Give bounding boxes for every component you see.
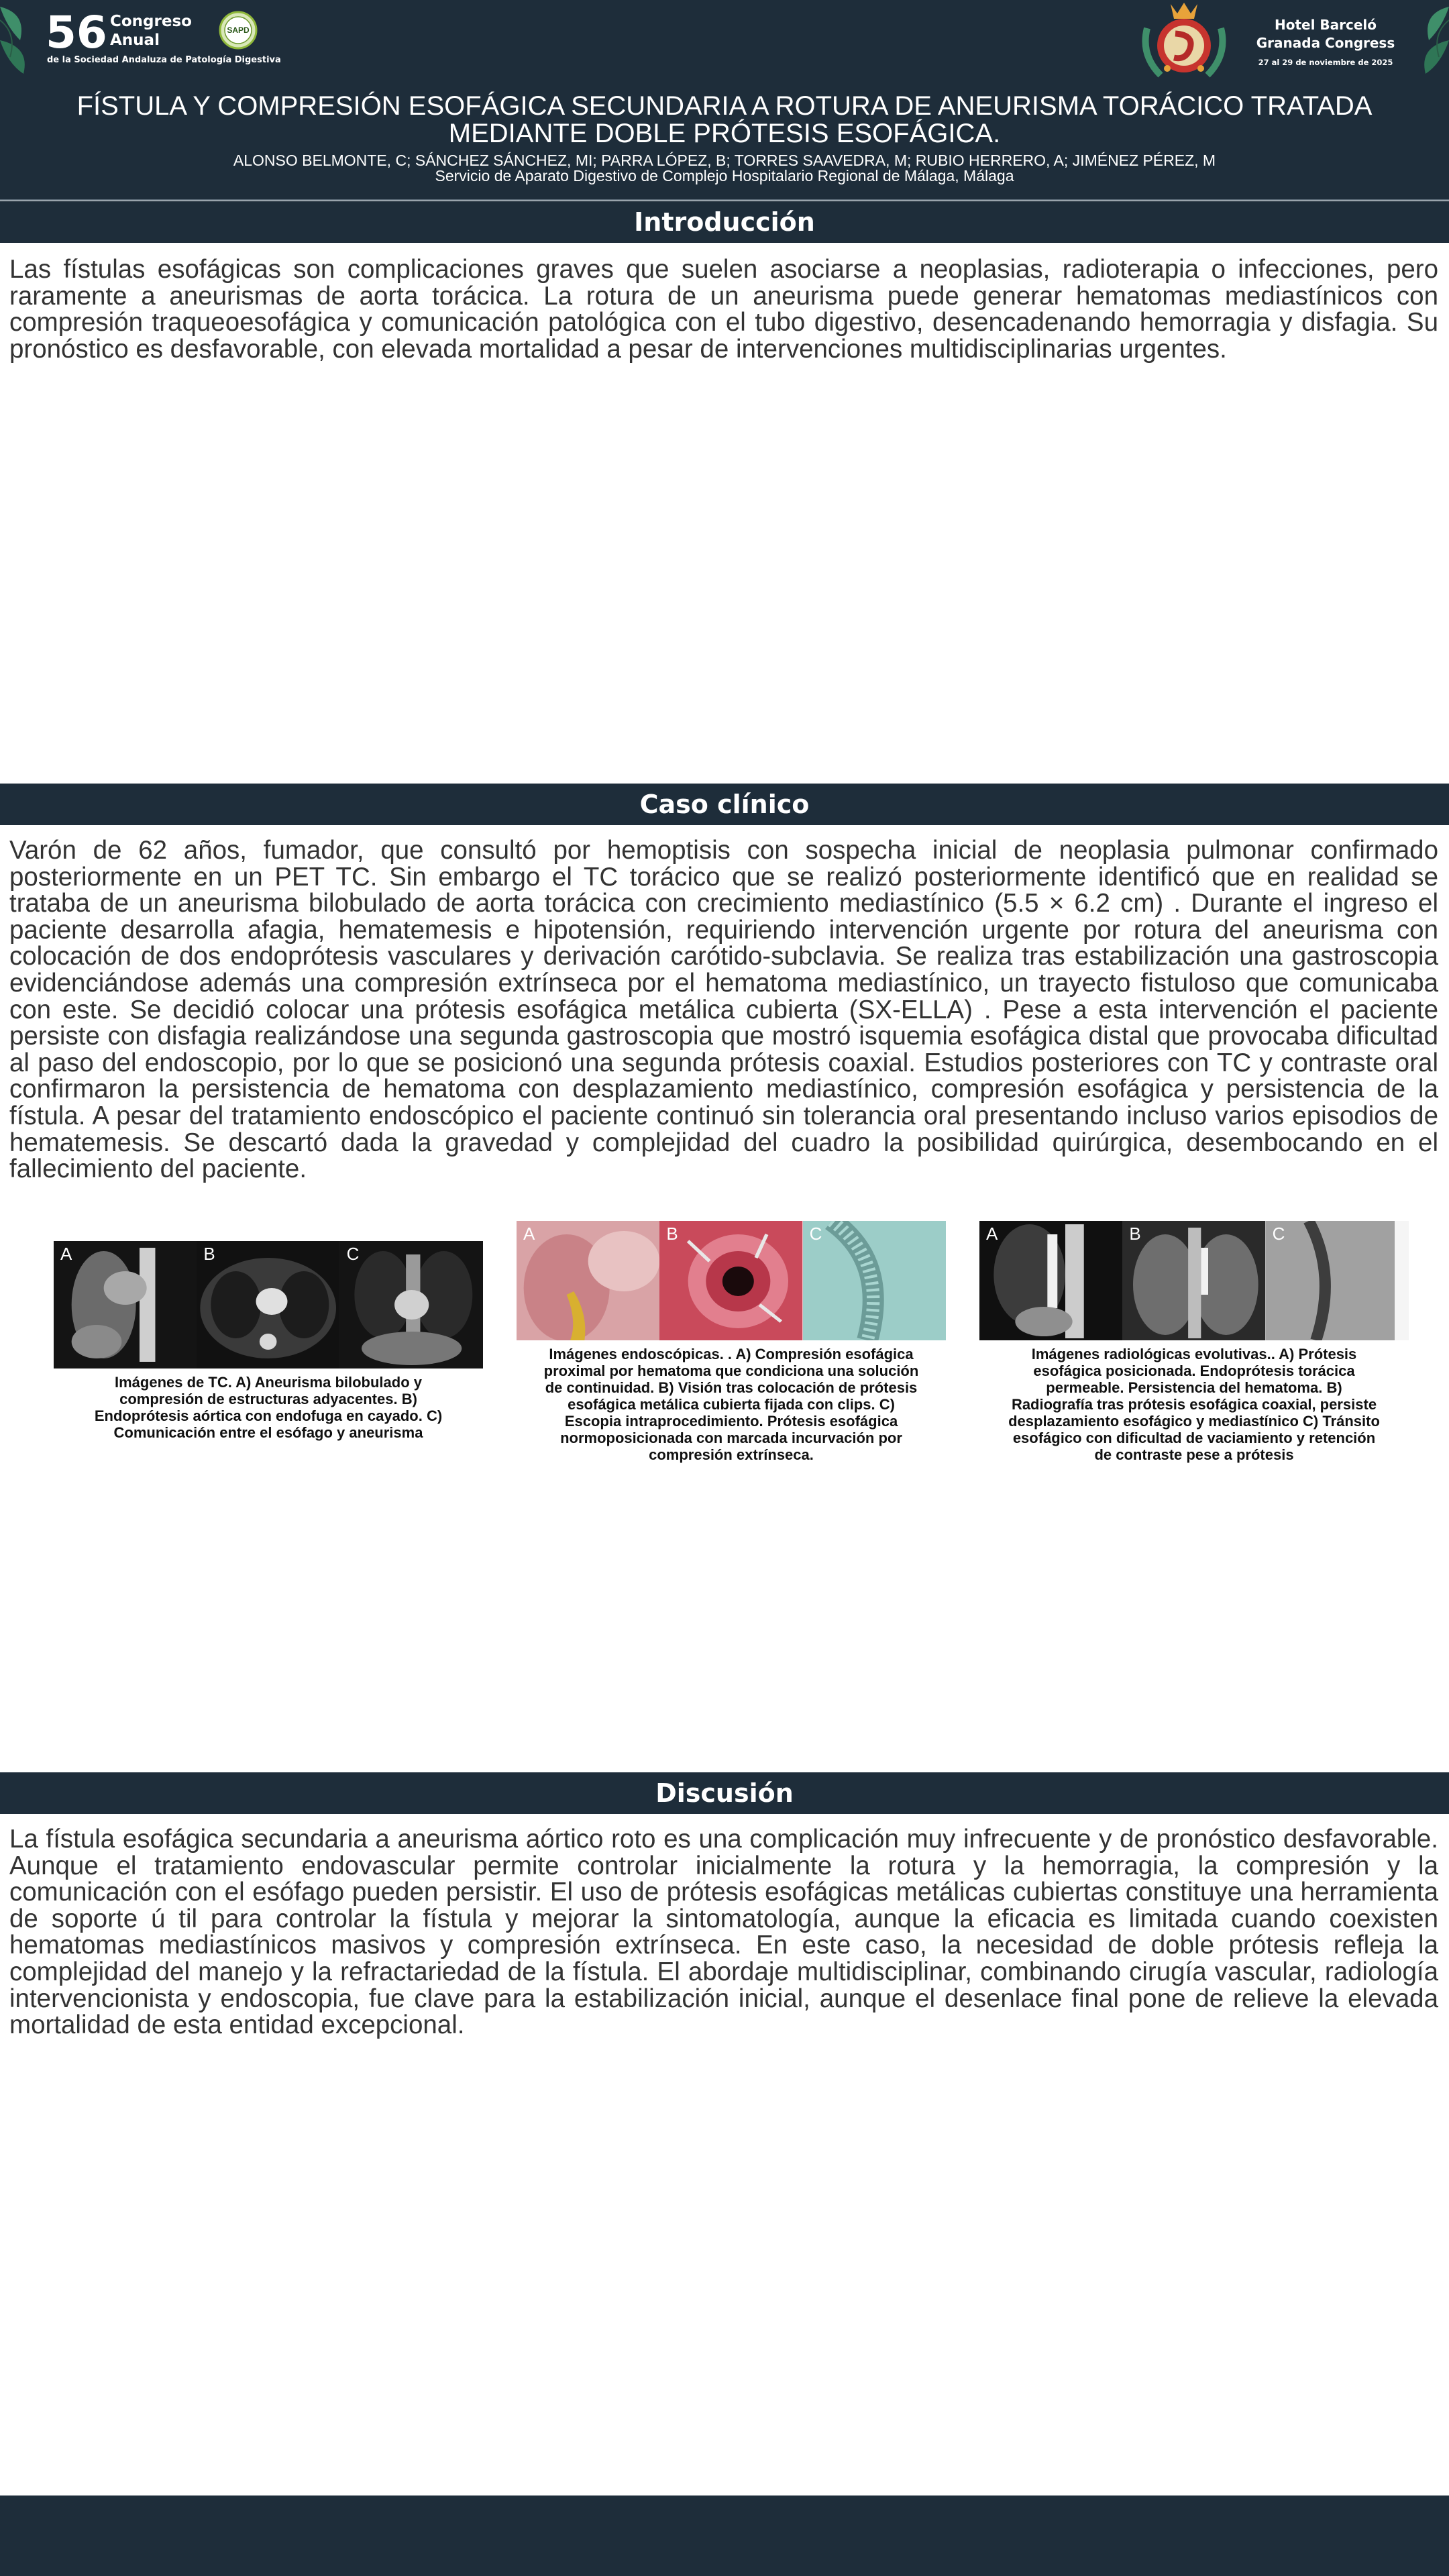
congress-word: Congreso (110, 13, 192, 30)
caso-clinico-text: Varón de 62 años, fumador, que consultó por hemoptisis con sospecha inicial de neoplasia pulmonar confirmado posteriormente en un PET TC. Sin embargo el TC torácico que se realizó posteriormente identificó que en realidad se trataba de un aneurisma bilobulado de aorta torácica con crecimiento mediastínico (5.5 × 6.2 cm) . Durante el ingreso el paciente desarrolla afagia, hematemesis e hipotensión, requiriendo intervención urgente por rotura del aneurisma con colocación de dos endoprótesis vasculares y derivación carótido-subclavia. Se realiza tras estabilización una gastroscopia evidenciándose además una compresión extrínseca por el hematoma mediastínico, un trayecto fistuloso que comunicaba con este. Se decidió colocar una prótesis esofágica metálica cubierta (SX-ELLA) . Pese a esta intervención el paciente persiste con disfagia realizándose una segunda gastroscopia que mostró isquemia esofágica distal que provocaba dificultad al paso del endoscopio, por lo que se posicionó una segunda prótesis coaxial. Estudios posteriores con TC y contraste oral confirmaron la persistencia de hematoma con desplazamiento mediastínico, compresión esofágica y persistencia de la fístula. A pesar del tratamiento endoscópico el paciente continuó sin tolerancia oral presentando incluso varios episodios de hematemesis. Se descartó dada la gravedad y complejidad del cuadro la posibilidad quirúrgica, desembocando en el fallecimiento del paciente. (9, 836, 1438, 1184)
venue-hotel: Hotel Barceló (1274, 17, 1377, 33)
figure-ct (54, 1241, 483, 1441)
poster-header (0, 0, 1449, 200)
radiology-panel-c (1266, 1221, 1409, 1340)
venue-name: Granada Congress (1256, 35, 1395, 51)
endoscopy-panel-a (517, 1221, 659, 1340)
panel-label: B (203, 1244, 215, 1264)
leaf-decoration-right (1409, 0, 1449, 80)
radiology-panel-b (1122, 1221, 1265, 1340)
poster-affiliation: Servicio de Aparato Digestivo de Complejo Hospitalario Regional de Málaga, Málaga (435, 167, 1014, 184)
panel-label: C (809, 1224, 822, 1244)
poster-title: FÍSTULA Y COMPRESIÓN ESOFÁGICA SECUNDARIA A ROTURA DE ANEURISMA TORÁCICO TRATADA MEDIANTE DOBLE PRÓTESIS ESOFÁGICA. (76, 91, 1373, 148)
panel-label: A (986, 1224, 998, 1244)
panel-label: A (60, 1244, 72, 1264)
figure-caption: Imágenes de TC. A) Aneurisma bilobulado y compresión de estructuras adyacentes. B) Endoprótesis aórtica con endofuga en cayado. C) Comunicación entre el esófago y aneurisma (94, 1374, 443, 1441)
endoscopy-image (517, 1221, 946, 1340)
introduccion-text: Las fístulas esofágicas son complicaciones graves que suelen asociarse a neoplasias, radioterapia o infecciones, pero raramente a aneurismas de aorta torácica. La rotura de un aneurisma puede generar hematomas mediastínicos con compresión traqueoesofágica y comunicación patológica con el tubo digestivo, desencadenando hemorragia y disfagia. Su pronóstico es desfavorable, con elevada mortalidad a pesar de intervenciones multidisciplinarias urgentes. (9, 255, 1438, 364)
radiology-panel-a (979, 1221, 1122, 1340)
endoscopy-panel-b (659, 1221, 802, 1340)
venue-dates: 27 al 29 de noviembre de 2025 (1258, 58, 1393, 67)
discusion-text: La fístula esofágica secundaria a aneurisma aórtico roto es una complicación muy infrecuente y de pronóstico desfavorable. Aunque el tratamiento endovascular permite controlar inicialmente la rotura y la hemorragia, la compresión y la comunicación con el esófago pueden persistir. El uso de prótesis esofágicas metálicas cubiertas constituye una herramienta de soporte ú til para controlar la fístula y mejorar la sintomatología, aunque la eficacia es limitada cuando coexisten hematomas mediastínicos masivos y compresión extrínseca. En este caso, la necesidad de doble prótesis refleja la complejidad del manejo y la refractariedad de la fístula. El abordaje multidisciplinar, combinando cirugía vascular, radiología intervencionista y endoscopia, fue clave para la estabilización inicial, aunque el desenlace final pone de relieve la elevada mortalidad de esta entidad excepcional. (9, 1825, 1438, 2040)
venue-info (1238, 16, 1413, 67)
panel-label: C (1272, 1224, 1285, 1244)
endoscopy-panel-c (803, 1221, 946, 1340)
congress-number: 56 (46, 7, 107, 58)
annual-word: Anual (110, 32, 160, 49)
figure-caption: Imágenes endoscópicas. . A) Compresión esofágica proximal por hematoma que condiciona una solución de continuidad. B) Visión tras colocación de prótesis esofágica metálica cubierta fijada con clips. C) Escopia intraprocedimiento. Prótesis esofágica normoposicionada con marcada incurvación por compresión extrínseca. (543, 1346, 919, 1463)
section-heading-introduccion: Introducción (0, 201, 1449, 243)
leaf-decoration-left (0, 0, 40, 80)
society-logo-text: SAPD (227, 25, 250, 35)
figure-radiology (979, 1221, 1409, 1463)
society-logo (219, 11, 258, 50)
panel-label: A (523, 1224, 535, 1244)
figure-endoscopy (517, 1221, 946, 1463)
congress-subtitle: de la Sociedad Andaluza de Patología Digestiva (47, 55, 281, 65)
header-divider (0, 199, 1449, 201)
section-heading-discusion: Discusión (0, 1772, 1449, 1814)
ct-panel-b (197, 1241, 339, 1368)
section-heading-caso-clinico: Caso clínico (0, 784, 1449, 825)
granada-emblem (1140, 1, 1228, 85)
radiology-image (979, 1221, 1409, 1340)
figure-caption: Imágenes radiológicas evolutivas.. A) Prótesis esofágica posicionada. Endoprótesis torácica permeable. Persistencia del hematoma. B) Radiografía tras prótesis esofágica coaxial, persiste desplazamiento esofágico y mediastínico C) Tránsito esofágico con dificultad de vaciamiento y retención de contraste pese a prótesis (1008, 1346, 1380, 1463)
panel-label: C (346, 1244, 360, 1264)
panel-label: B (1129, 1224, 1141, 1244)
poster-footer (0, 2496, 1449, 2576)
poster-authors: ALONSO BELMONTE, C; SÁNCHEZ SÁNCHEZ, MI; PARRA LÓPEZ, B; TORRES SAAVEDRA, M; RUBIO HERRERO, A; JIMÉNEZ PÉREZ, M (233, 152, 1216, 169)
ct-panel-c (340, 1241, 483, 1368)
ct-image (54, 1241, 483, 1368)
panel-label: B (666, 1224, 678, 1244)
ct-panel-a (54, 1241, 197, 1368)
